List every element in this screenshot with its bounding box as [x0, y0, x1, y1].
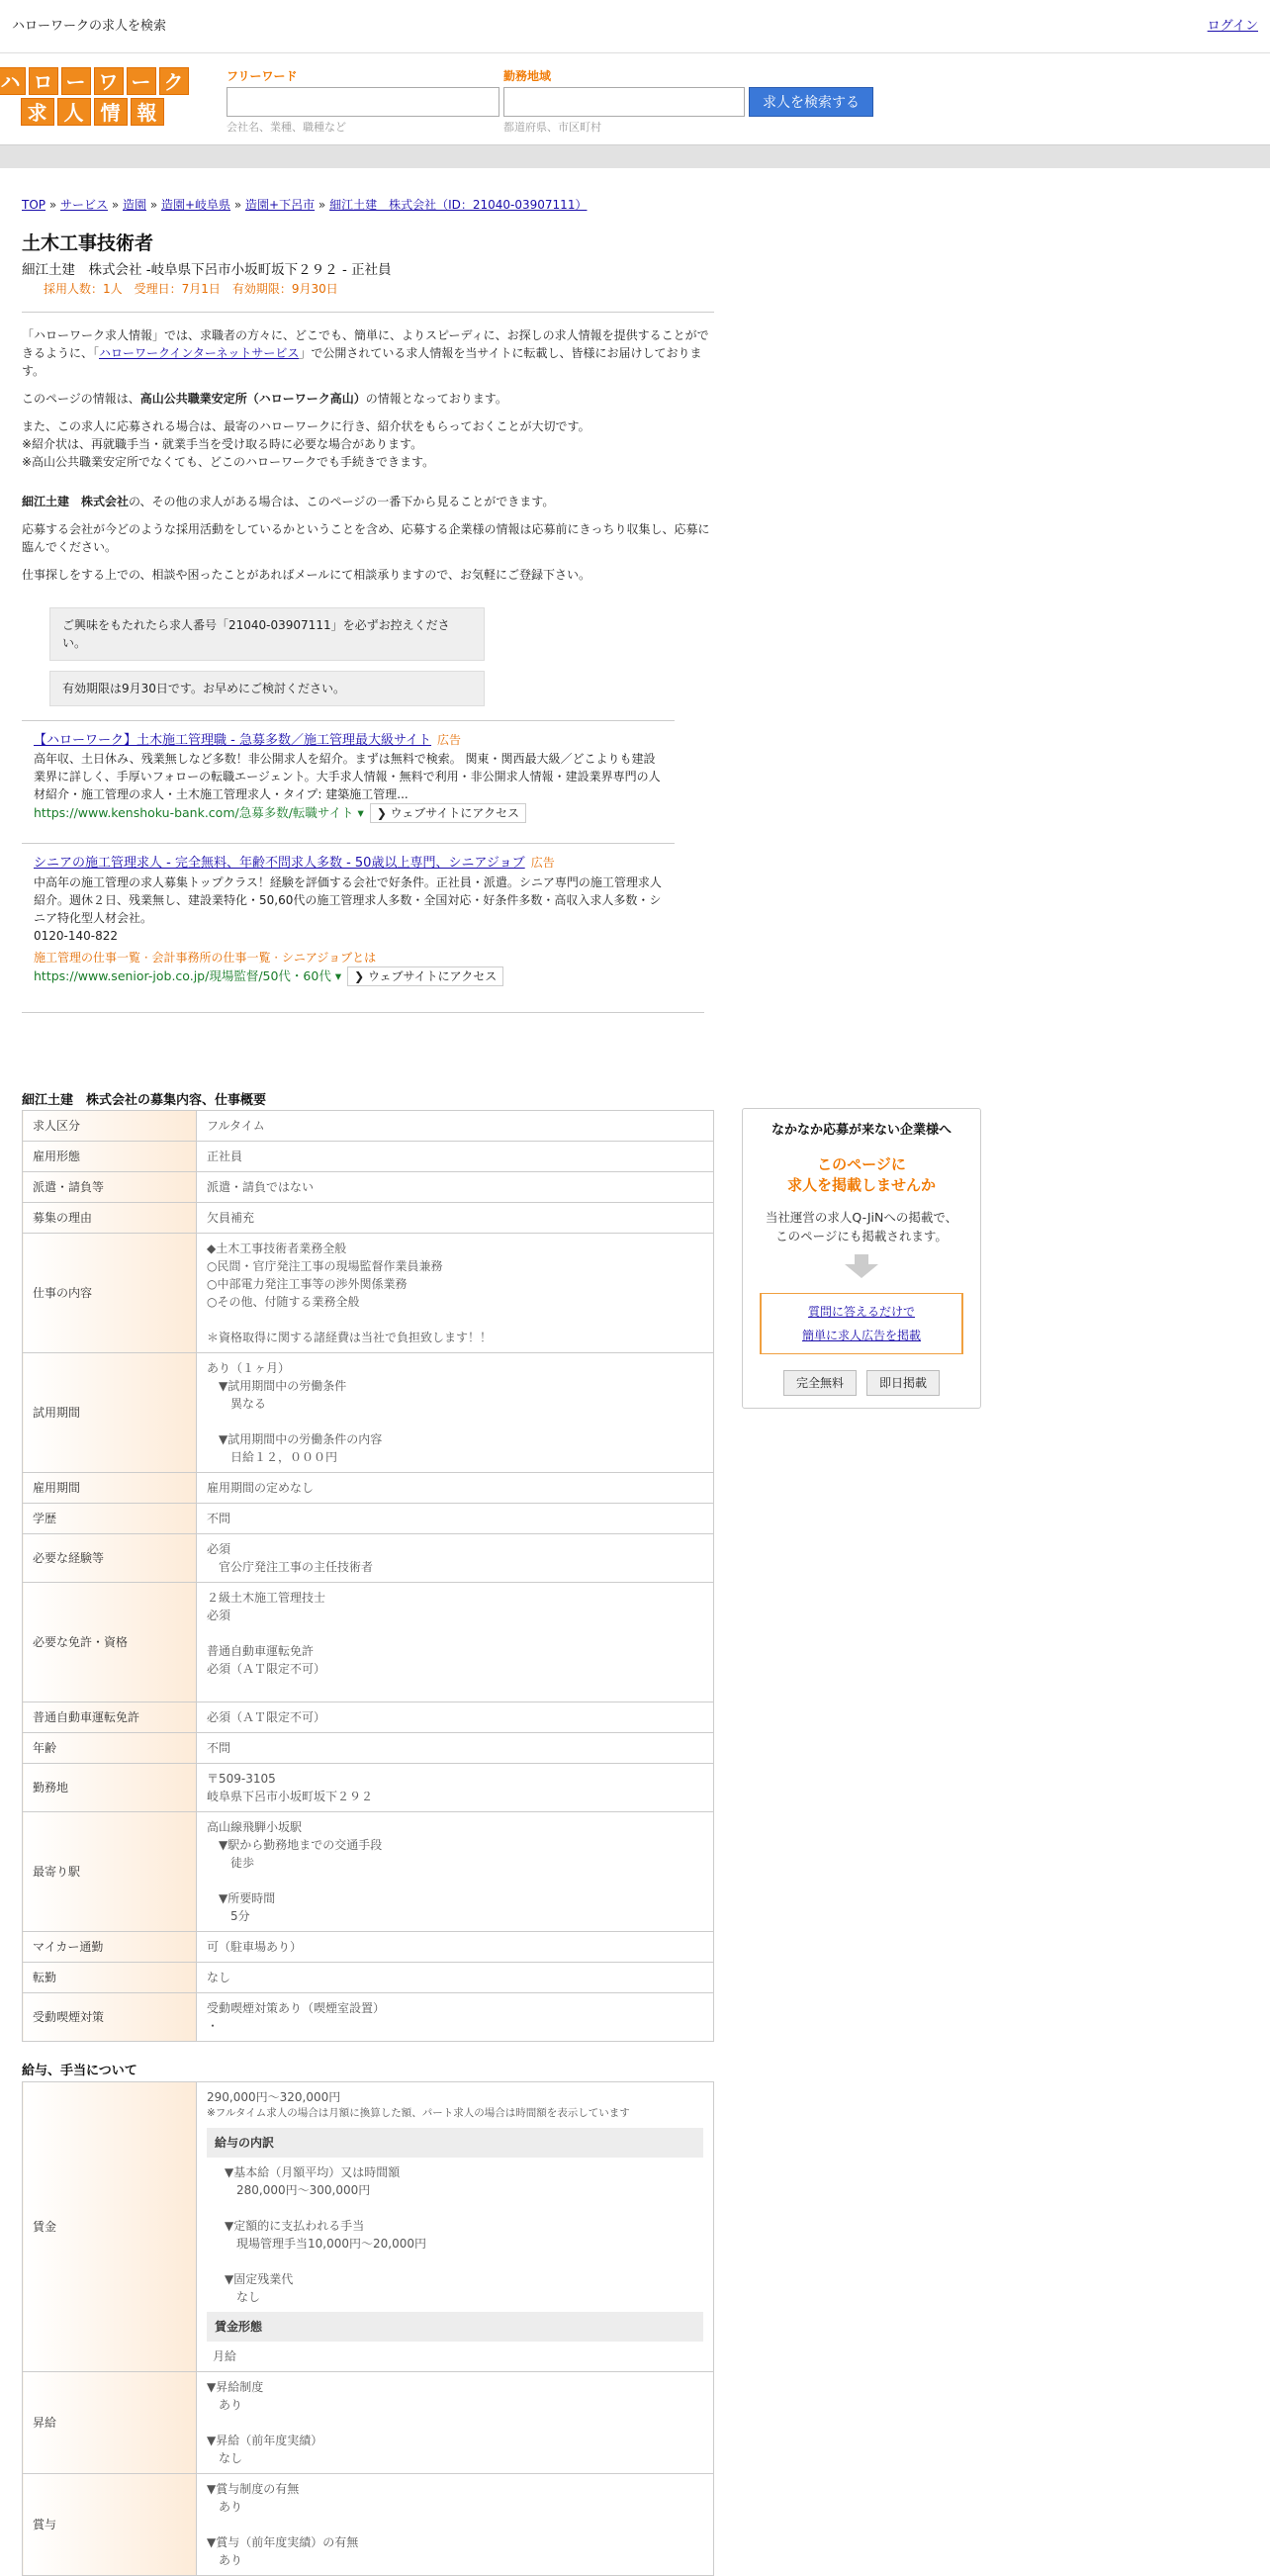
intro-paragraph-6: 仕事探しをする上での、相談や困ったことがあればメールにて相談承りますので、お気軽にご登録下さい。 — [22, 567, 591, 582]
row-value — [197, 2082, 714, 2372]
area-search — [503, 67, 745, 138]
value-line: 現場管理手当10,000円〜20,000円 — [213, 2236, 426, 2251]
wage-breakdown-header: 給与の内訳 — [207, 2128, 703, 2158]
value-line: ▼昇給（前年度実績） — [207, 2433, 323, 2447]
value-line: 5分 — [207, 1909, 250, 1923]
table-row — [23, 1733, 714, 1764]
breadcrumb-separator: » — [146, 198, 161, 212]
intro-paragraph-1: 「ハローワーク求人情報」では、求職者の方々に、どこでも、簡単に、よりスピーディに、お探しの求人情報を提供することができるように、「ハローワークインターネットサービス」で公開されている求人情報を当サイトに転載し、皆様にお届けしております。 — [22, 327, 709, 378]
area-hint: 都道府県、市区町村 — [503, 121, 601, 134]
value-line: 受動喫煙対策あり（喫煙室設置） — [207, 2001, 386, 2015]
value-line — [207, 1311, 703, 1329]
logo-char: 報 — [131, 98, 164, 126]
value-line: 官公庁発注工事の主任技術者 — [207, 1560, 374, 1574]
hellowork-logo[interactable] — [0, 67, 184, 126]
breadcrumb-link[interactable]: 造園+下呂市 — [245, 198, 316, 212]
value-line: なし — [207, 1971, 231, 1984]
intro-paragraph-2: このページの情報は、高山公共職業安定所（ハローワーク高山）の情報となっております。 — [22, 391, 507, 406]
breadcrumb — [0, 168, 1270, 214]
value-line: ▼賞与（前年度実績）の有無 — [207, 2534, 359, 2549]
value-line — [213, 2199, 703, 2217]
panel-text: 当社運営の求人Q-JiNへの掲載で、 このページにも掲載されます。 — [765, 1210, 958, 1243]
top-bar — [0, 0, 1270, 53]
table-row — [23, 1583, 714, 1702]
table-row — [23, 1812, 714, 1932]
logo-char: 求 — [21, 98, 54, 126]
employer-ad-panel — [742, 1108, 981, 1409]
row-value — [197, 1733, 714, 1764]
table-row — [23, 1353, 714, 1473]
intro-paragraph-5: 応募する会社が今どのような採用活動をしているかということを含め、応募する企業様の情報は応募前にきっちり収集し、応募に臨んでください。 — [22, 521, 710, 554]
breadcrumb-link[interactable]: 細江土建 株式会社（ID：21040-03907111） — [329, 198, 588, 212]
value-line: ▼固定残業代 — [213, 2271, 294, 2286]
value-line: 不問 — [207, 1741, 231, 1755]
value-line: フルタイム — [207, 1119, 265, 1133]
value-line: 異なる — [207, 1397, 267, 1411]
answer-questions-link[interactable]: 質問に答えるだけで — [807, 1304, 915, 1319]
value-line: ▼試用期間中の労働条件の内容 — [207, 1432, 383, 1446]
value-line: ▼定額的に支払われる手当 — [213, 2218, 365, 2233]
row-value — [197, 1111, 714, 1142]
recruitment-table — [22, 1110, 714, 2042]
value-line: ・ — [207, 2019, 220, 2033]
value-line: なし — [207, 2450, 243, 2465]
intro-paragraph-3: また、この求人に応募される場合は、最寄のハローワークに行き、紹介状をもらっておくことが大切です。 ※紹介状は、再就職手当・就業手当を受け取る時に必要な場合があります。 ※高山公共職業安定所でなくても、どこのハローワークでも手続きできます。 — [22, 418, 590, 469]
search-button[interactable]: 求人を検索する — [749, 87, 873, 117]
value-line: ２級土木施工管理技士 — [207, 1591, 326, 1605]
value-line: ○中部電力発注工事等の渉外関係業務 — [207, 1277, 408, 1291]
row-value — [197, 1142, 714, 1172]
value-line: あり（１ヶ月） — [207, 1361, 291, 1375]
ad-block-1: 【ハローワーク】土木施工管理職 - 急募多数／施工管理最大級サイト 広告 高年収、土日休み、残業無しなど多数！非公開求人を紹介。まずは無料で検索。 関東・関西最大級／どこよりも建設業界に詳しく、手厚いフォローの転職エージェント。大手求人情報・無料で利用・非公開求人情報・建設業界専門の人材紹介・施工管理の求人・土木施工管理求人・タイプ: 建築施工管理... https://www.kenshoku-bank.com/急募多数/転職サイト ▾ ❯ ウェブサイトにアクセス — [22, 720, 675, 830]
panel-headline: このページに 求人を掲載しませんか — [786, 1154, 936, 1195]
area-label: 勤務地域 — [503, 69, 552, 83]
logo-char: 人 — [57, 98, 91, 126]
row-value — [197, 1963, 714, 1993]
table-row — [23, 1504, 714, 1534]
value-line: ▼昇給制度 — [207, 2379, 264, 2394]
value-line: 〒509-3105 — [207, 1772, 276, 1786]
visit-website-button[interactable]: ❯ ウェブサイトにアクセス — [347, 966, 503, 986]
table-row — [23, 1234, 714, 1353]
table-row — [23, 1111, 714, 1142]
same-day-badge-button[interactable]: 即日掲載 — [866, 1370, 940, 1396]
value-line: 派遣・請負ではない — [207, 1180, 315, 1194]
breadcrumb-separator: » — [230, 198, 246, 212]
breadcrumb-separator: » — [108, 198, 123, 212]
row-value — [197, 1203, 714, 1234]
site-title: ハローワークの求人を検索 — [12, 18, 167, 34]
row-value — [197, 1504, 714, 1534]
logo-char: ワ — [94, 67, 124, 95]
row-header: 転勤 — [23, 1963, 197, 1993]
value-line: ▼駅から勤務地までの交通手段 — [207, 1838, 383, 1852]
company-subtitle: 細江土建 株式会社 -岐阜県下呂市小坂町坂下２９２ - 正社員 — [22, 261, 392, 278]
row-value — [197, 1764, 714, 1812]
value-line: 高山線飛騨小坂駅 — [207, 1820, 303, 1834]
table-row — [23, 1963, 714, 1993]
row-header: 雇用期間 — [23, 1473, 197, 1504]
salary-table — [22, 2081, 714, 2576]
value-line: 不問 — [207, 1512, 231, 1525]
value-line: 欠員補充 — [207, 1211, 255, 1225]
ad-url[interactable]: https://www.senior-job.co.jp/現場監督/50代・60代 — [34, 967, 331, 983]
table-row — [23, 1203, 714, 1234]
value-line: 可（駐車場あり） — [207, 1940, 303, 1954]
hellowork-internet-link[interactable]: ハローワークインターネットサービス — [99, 345, 300, 360]
table-row — [23, 1993, 714, 2042]
header — [0, 53, 1270, 144]
row-header: 昇給 — [23, 2371, 197, 2473]
intro-paragraph-4: 細江土建 株式会社の、その他の求人がある場合は、このページの一番下から見ることができます。 — [22, 494, 555, 508]
value-line: 岐阜県下呂市小坂町坂下２９２ — [207, 1790, 374, 1803]
row-value — [197, 1353, 714, 1473]
value-line: ▼試用期間中の労働条件 — [207, 1379, 347, 1393]
value-line: 280,000円〜300,000円 — [213, 2182, 371, 2197]
value-line: 必須（ＡＴ限定不可） — [207, 1710, 326, 1724]
value-line: ◆土木工事技術者業務全般 — [207, 1242, 347, 1255]
row-value — [197, 1172, 714, 1203]
row-value — [197, 1932, 714, 1963]
value-line: あり — [207, 2397, 243, 2412]
value-line: あり — [207, 2499, 243, 2514]
ad-tag: 広告 — [437, 732, 462, 747]
wage-range: 290,000円〜320,000円 — [207, 2090, 341, 2104]
ad-sitelinks[interactable]: 施工管理の仕事一覧 · 会計事務所の仕事一覧 · シニアジョブとは — [34, 950, 377, 965]
row-header: 受動喫煙対策 — [23, 1993, 197, 2042]
value-line: 徒歩 — [207, 1856, 255, 1870]
logo-char: ロ — [29, 67, 58, 95]
value-line: 必須（ＡＴ限定不可） — [207, 1662, 326, 1676]
breadcrumb-separator: » — [45, 198, 60, 212]
row-header: 必要な免許・資格 — [23, 1583, 197, 1702]
row-header: 雇用形態 — [23, 1142, 197, 1172]
table-row — [23, 2371, 714, 2473]
table-row — [23, 1473, 714, 1504]
value-line: 必須 — [207, 1542, 231, 1556]
value-line: 雇用期間の定めなし — [207, 1481, 315, 1495]
value-line: あり — [207, 2552, 243, 2567]
page-title: 土木工事技術者 — [22, 232, 154, 254]
ad-description: 中高年の施工管理の求人募集トップクラス！経験を評価する会社で好条件。正社員・派遣。シニア専門の施工管理求人紹介。週休２日、残業無し、建設業特化・50,60代の施工管理求人多数・全国対応・好条件多数・高収入求人多数・シニア特化型人材会社。 — [34, 874, 662, 925]
row-value — [197, 1583, 714, 1702]
row-header: 勤務地 — [23, 1764, 197, 1812]
main-content — [22, 230, 714, 1027]
section-title-salary: 給与、手当について — [22, 2064, 137, 2078]
logo-char: ハ — [0, 67, 26, 95]
row-value — [197, 1234, 714, 1353]
row-value — [197, 1702, 714, 1733]
ad-block-2: シニアの施工管理求人 - 完全無料、年齢不問求人多数 - 50歳以上専門、シニアジョブ 広告 中高年の施工管理の求人募集トップクラス！経験を評価する会社で好条件。正社員・派遣。シニア専門の施工管理求人紹介。週休２日、残業無し、建設業特化・50,60代の施工管理求人多数・全国対応・好条件多数・高収入求人多数・シニア特化型人材会社。 0120-140-822 施工管理の仕事一覧 · 会計事務所の仕事一覧 · シニアジョブとは https://www.senior-job.co.jp/現場監督/50代・60代 ▾ ❯ ウェブサイトにアクセス — [22, 843, 675, 992]
freeword-search — [227, 67, 499, 138]
row-header: 必要な経験等 — [23, 1534, 197, 1583]
value-line: ○民間・官庁発注工事の現場監督作業員兼務 — [207, 1259, 443, 1273]
value-line: 普通自動車運転免許 — [207, 1644, 315, 1658]
row-value — [197, 2371, 714, 2473]
table-row — [23, 2473, 714, 2575]
table-row — [23, 1172, 714, 1203]
area-input[interactable] — [503, 87, 745, 117]
breadcrumb-link[interactable]: TOP — [22, 198, 46, 212]
free-badge-button[interactable]: 完全無料 — [783, 1370, 857, 1396]
ad-title-link[interactable]: 【ハローワーク】土木施工管理職 - 急募多数／施工管理最大級サイト — [34, 732, 432, 748]
row-value — [197, 1812, 714, 1932]
wage-note: ※フルタイム求人の場合は月額に換算した額、パート求人の場合は時間額を表示しています — [207, 2107, 630, 2119]
down-arrow-icon — [845, 1254, 878, 1278]
row-header: 学歴 — [23, 1504, 197, 1534]
value-line: ▼所要時間 — [207, 1891, 276, 1905]
ad-phone[interactable]: 0120-140-822 — [34, 928, 119, 943]
row-header: 賞与 — [23, 2473, 197, 2575]
value-line — [207, 2516, 703, 2533]
row-header: 試用期間 — [23, 1353, 197, 1473]
breadcrumb-link[interactable]: 造園 — [123, 198, 147, 212]
ad-description: 高年収、土日休み、残業無しなど多数！非公開求人を紹介。まずは無料で検索。 関東・関西最大級／どこよりも建設業界に詳しく、手厚いフォローの転職エージェント。大手求人情報・無料で利用・非公開求人情報・建設業界専門の人材紹介・施工管理の求人・土木施工管理求人・タイプ: 建築施工管理... — [34, 752, 661, 802]
table-row — [23, 1142, 714, 1172]
job-meta: 採用人数：1人 受理日：7月1日 有効期限：9月30日 — [44, 281, 338, 296]
breadcrumb-link[interactable]: 造園+岐阜県 — [161, 198, 231, 212]
table-row — [23, 1764, 714, 1812]
row-value — [197, 1993, 714, 2042]
freeword-label: フリーワード — [227, 69, 298, 83]
login-link[interactable]: ログイン — [1207, 18, 1258, 34]
wage-form-header: 賃金形態 — [207, 2312, 703, 2342]
panel-heading: なかなか応募が来ない企業様へ — [771, 1123, 952, 1138]
value-line: 正社員 — [207, 1150, 243, 1163]
job-number-note: ご興味をもたれたら求人番号「21040-03907111」を必ずお控えください。 — [49, 607, 485, 661]
row-header: 賃金 — [23, 2082, 197, 2372]
value-line: 日給１２，０００円 — [207, 1450, 338, 1464]
value-line: なし — [213, 2289, 261, 2304]
logo-char: ク — [159, 67, 189, 95]
section-title-recruitment: 細江土建 株式会社の募集内容、仕事概要 — [22, 1093, 267, 1108]
breadcrumb-link[interactable]: サービス — [60, 198, 109, 212]
value-line: ▼基本給（月額平均）又は時間額 — [213, 2164, 401, 2179]
row-header: マイカー通勤 — [23, 1932, 197, 1963]
logo-char: ー — [61, 67, 91, 95]
value-line — [207, 1872, 703, 1889]
visit-website-button[interactable]: ❯ ウェブサイトにアクセス — [370, 803, 526, 823]
logo-char: 情 — [94, 98, 128, 126]
deadline-note: 有効期限は9月30日です。お早めにご検討ください。 — [49, 671, 485, 706]
row-header: 年齢 — [23, 1733, 197, 1764]
value-line — [213, 2253, 703, 2270]
divider — [22, 1012, 704, 1013]
row-header: 仕事の内容 — [23, 1234, 197, 1353]
table-row — [23, 1702, 714, 1733]
wage-form: 月給 — [213, 2348, 237, 2363]
freeword-input[interactable] — [227, 87, 499, 117]
row-header: 普通自動車運転免許 — [23, 1702, 197, 1733]
row-header: 求人区分 — [23, 1111, 197, 1142]
logo-char: ー — [127, 67, 156, 95]
freeword-hint: 会社名、業種、職種など — [227, 121, 346, 134]
panel-link-box — [760, 1293, 963, 1354]
value-line — [207, 1413, 703, 1430]
value-line: ▼賞与制度の有無 — [207, 2481, 300, 2496]
row-value — [197, 2473, 714, 2575]
table-row — [23, 1534, 714, 1583]
nav-bar — [0, 144, 1270, 168]
table-row — [23, 1932, 714, 1963]
table-row — [23, 2082, 714, 2372]
ad-title-link[interactable]: シニアの施工管理求人 - 完全無料、年齢不問求人多数 - 50歳以上専門、シニアジョブ — [34, 856, 525, 872]
value-line — [207, 1624, 703, 1642]
divider — [22, 312, 714, 313]
row-header: 募集の理由 — [23, 1203, 197, 1234]
row-value — [197, 1534, 714, 1583]
row-value — [197, 1473, 714, 1504]
easy-posting-link[interactable]: 簡単に求人広告を掲載 — [801, 1328, 921, 1342]
ad-url[interactable]: https://www.kenshoku-bank.com/急募多数/転職サイト — [34, 805, 354, 821]
row-header: 派遣・請負等 — [23, 1172, 197, 1203]
ad-tag: 広告 — [530, 856, 555, 871]
value-line: ○その他、付随する業務全般 — [207, 1295, 360, 1309]
row-header: 最寄り駅 — [23, 1812, 197, 1932]
value-line — [207, 1678, 703, 1696]
breadcrumb-separator: » — [315, 198, 330, 212]
value-line: 必須 — [207, 1609, 231, 1622]
value-line: ＊資格取得に関する諸経費は当社で負担致します！！ — [207, 1331, 493, 1344]
value-line — [207, 2414, 703, 2432]
